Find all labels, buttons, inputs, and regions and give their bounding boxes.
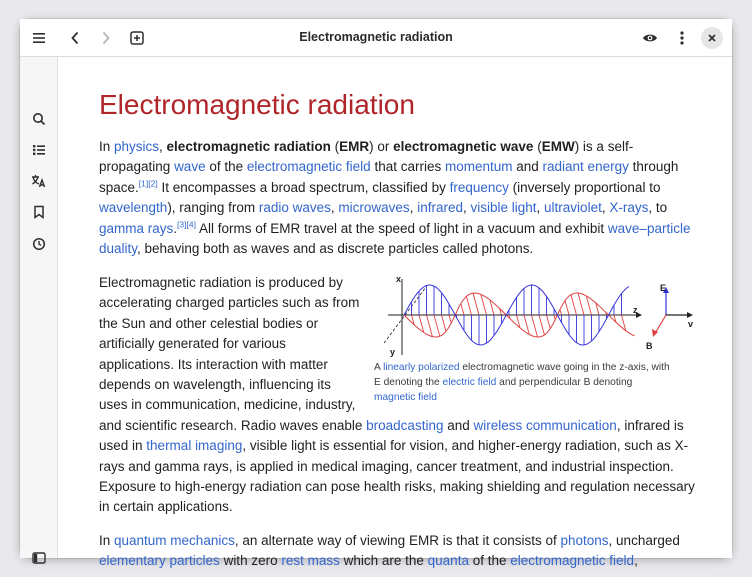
paragraph-intro: In physics, electromagnetic radiation (EMR) or electromagnetic wave (EMW) is a self-propagating wave of the electromagnetic field that carries momentum and radiant energy through space.[1][2] It encompasses a broad spectrum, classified by frequency (inversely proportional to wavelength), ranging from radio waves, microwaves, infrared, visible light, ultraviolet, X-rays, to gamma rays.[3][4] All forms of EMR travel at the speed of light in a vacuum and exhibit wave–particle duality, behaving both as waves and as discrete particles called photons. (99, 139, 691, 257)
link-gamma-rays[interactable]: gamma rays (99, 220, 174, 236)
b-field-vector (565, 301, 569, 315)
link-linearly-polarized[interactable]: linearly polarized (383, 362, 460, 373)
app-window (20, 19, 732, 569)
link-visible-light[interactable]: visible light (470, 200, 537, 216)
link-momentum[interactable]: momentum (444, 159, 513, 175)
link-electromagnetic-field[interactable]: electromagnetic field (246, 159, 371, 175)
link-electromagnetic-field-2[interactable]: electromagnetic field (510, 553, 635, 569)
link-quanta[interactable]: quanta (427, 553, 469, 569)
link-rest-mass[interactable]: rest mass (281, 553, 340, 569)
b-field-vector (560, 310, 561, 315)
article-title: Electromagnetic radiation (99, 89, 415, 120)
b-field-vector (442, 315, 446, 331)
link-thermal-imaging[interactable]: thermal imaging (146, 438, 243, 454)
window-title: Electromagnetic radiation (299, 30, 453, 44)
link-microwaves[interactable]: microwaves (338, 200, 410, 216)
figure-em-wave (374, 273, 696, 403)
triad-label-e: E (660, 283, 667, 293)
link-frequency[interactable]: frequency (449, 179, 509, 195)
sidebar-toggle-icon (32, 552, 46, 564)
link-radiant-energy[interactable]: radiant energy (542, 159, 629, 175)
triad-v-arrowhead (687, 312, 693, 318)
link-wave[interactable]: wave (174, 159, 206, 175)
sidebar-toggle-button[interactable] (26, 545, 51, 570)
link-wireless-communication[interactable]: wireless communication (473, 417, 617, 433)
b-field-vector (547, 315, 551, 329)
paragraph-production (99, 273, 696, 518)
b-field-vector (461, 304, 464, 315)
em-wave-diagram (374, 273, 696, 359)
link-infrared[interactable]: infrared (417, 200, 463, 216)
axis-label-z: z (633, 305, 638, 315)
reference-1-2[interactable]: [1][2] (138, 178, 158, 189)
close-icon (708, 34, 716, 42)
b-field-vector (449, 315, 451, 323)
link-electric-field[interactable]: electric field (442, 377, 497, 388)
b-field-vector (578, 293, 584, 315)
link-physics[interactable]: physics (114, 139, 160, 154)
clock-icon (32, 237, 46, 251)
link-x-rays[interactable]: X-rays (609, 200, 649, 216)
sidebar-item-search[interactable] (26, 106, 51, 131)
b-field-vector (466, 296, 471, 315)
sidebar (20, 57, 58, 558)
titlebar (20, 19, 732, 57)
link-wave-particle-duality[interactable]: wave–particle duality (99, 220, 691, 257)
b-field-vector (571, 295, 577, 315)
b-field-vector (532, 315, 538, 337)
triad-label-b: B (646, 341, 653, 351)
close-button[interactable] (701, 27, 723, 49)
axis-label-y: y (390, 347, 396, 357)
article-view[interactable] (58, 57, 732, 569)
link-quantum-mechanics[interactable]: quantum mechanics (114, 533, 235, 548)
triad-label-v: v (688, 319, 694, 329)
link-ultraviolet[interactable]: ultraviolet (544, 200, 602, 216)
link-broadcasting[interactable]: broadcasting (366, 417, 444, 433)
b-field-vector (434, 315, 440, 336)
b-field-vector (539, 315, 544, 335)
bookmark-icon (33, 205, 45, 219)
paragraph-production-text: Electromagnetic radiation is produced by accelerating charged particles such as from the Sun and other celestial bodies or artificially generated for various applications. Its interaction with matter depends on wavelength, influencing its uses in communication, medicine, industry, and scientific research. Radio waves enable broadcasting and wireless communication, infrared is used in thermal imaging, visible light is essential for vision, and higher-energy radiation, such as X-rays and gamma rays, is applied in medical imaging, cancer treatment, and industrial inspection. Exposure to high-energy radiation can pose health risks, making shielding and regulation necessary in certain applications. (99, 275, 695, 515)
reference-3-4[interactable]: [3][4] (177, 219, 196, 230)
b-field-vector (473, 293, 479, 315)
paragraph-quantum: In quantum mechanics, an alternate way of viewing EMR is that it consists of photons, uncharged elementary particles with zero rest mass which are the quanta of the electromagnetic field, (99, 533, 680, 569)
search-icon (32, 112, 46, 126)
list-icon (32, 144, 46, 156)
sidebar-item-history[interactable] (26, 231, 51, 256)
link-elementary-particles[interactable]: elementary particles (99, 553, 220, 569)
link-wavelength[interactable]: wavelength (99, 200, 168, 216)
axis-label-x: x (396, 274, 402, 284)
b-field-vector (427, 315, 433, 337)
link-photons[interactable]: photons (560, 533, 609, 548)
link-magnetic-field[interactable]: magnetic field (374, 392, 437, 403)
sidebar-item-languages[interactable] (26, 168, 51, 193)
sidebar-item-contents[interactable] (26, 137, 51, 162)
link-radio-waves[interactable]: radio waves (258, 200, 331, 216)
view-button[interactable] (637, 25, 663, 51)
sidebar-item-bookmarks[interactable] (26, 199, 51, 224)
vertical-dots-icon (680, 31, 684, 45)
eye-icon (642, 32, 658, 44)
more-options-button[interactable] (669, 25, 695, 51)
figure-caption: A linearly polarized electromagnetic wave going in the z-axis, with E denoting the electric field and perpendicular B denoting magnetic field (374, 362, 670, 403)
translate-icon (31, 174, 46, 188)
